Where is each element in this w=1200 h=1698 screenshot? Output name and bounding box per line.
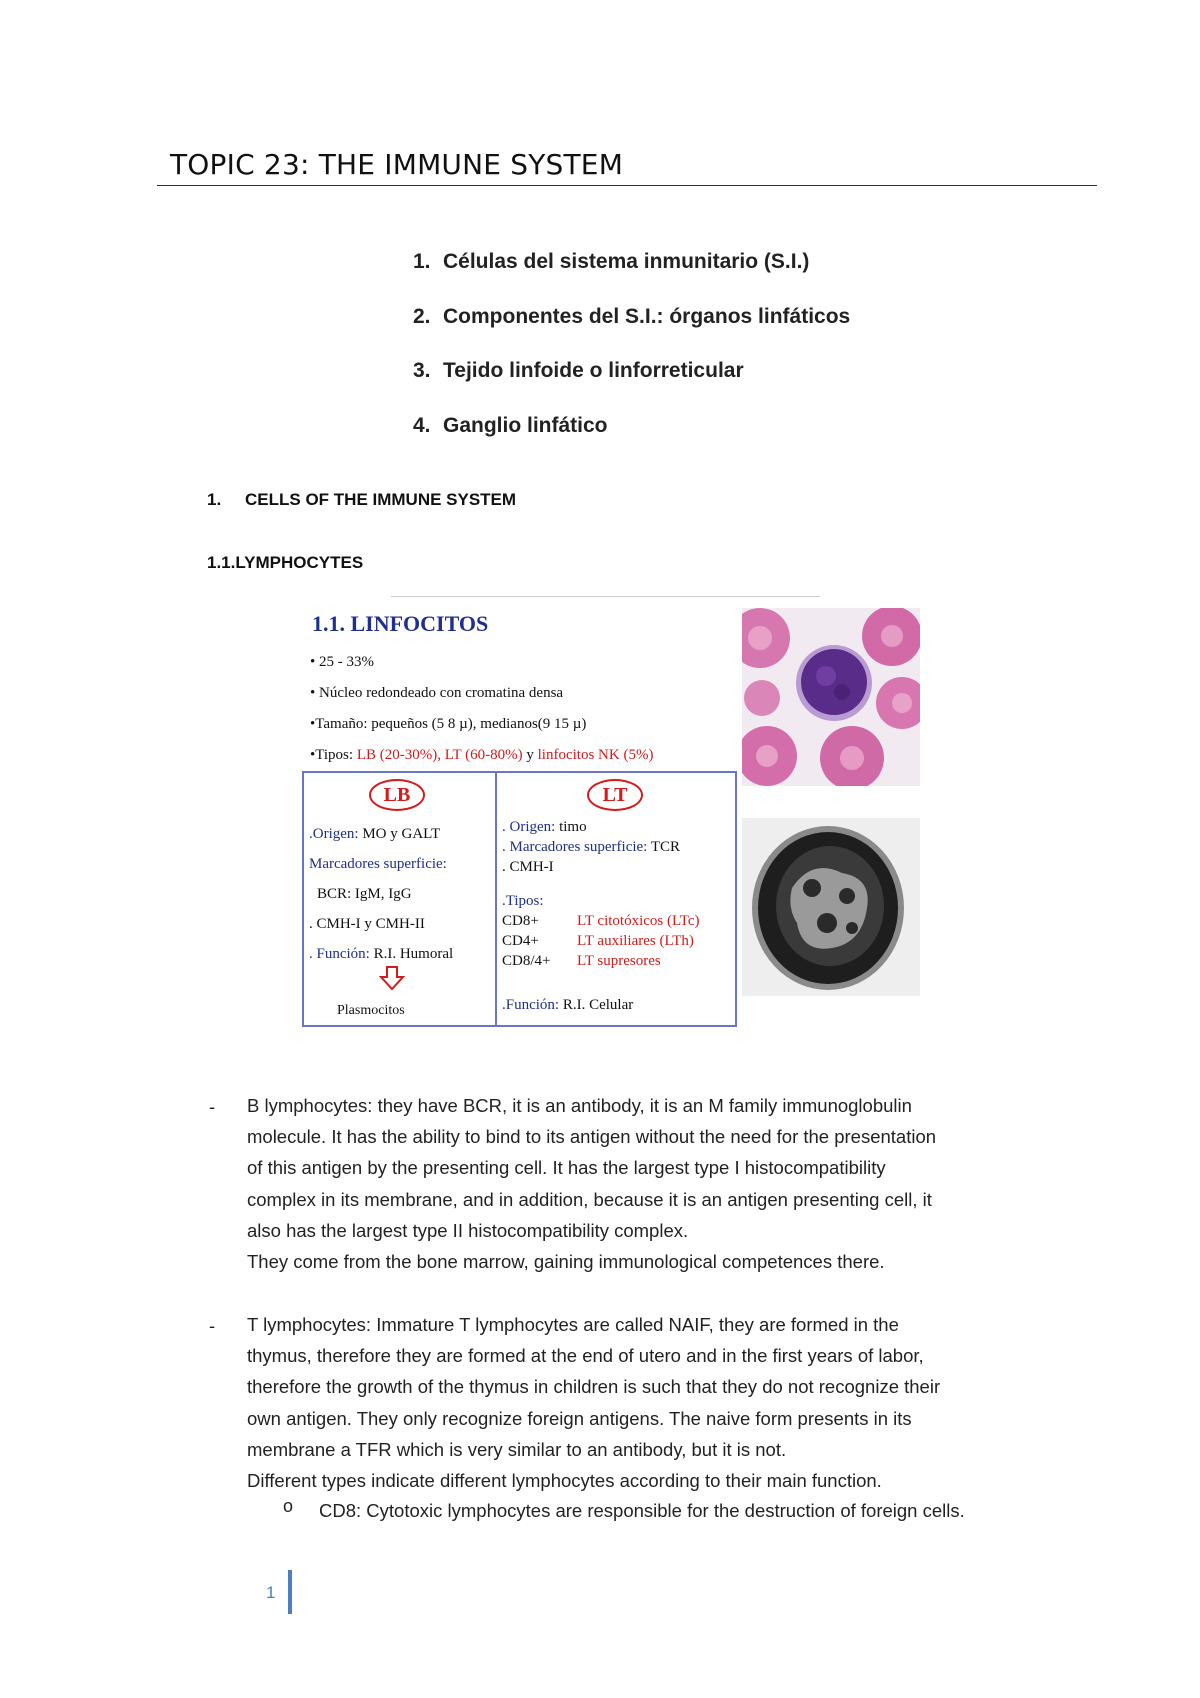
text-line: of this antigen by the presenting cell. It has the largest type I histocompatibility [247, 1157, 886, 1179]
lt-type-code: CD8+ [502, 913, 539, 929]
lb-bcr: BCR: IgM, IgG [317, 886, 412, 902]
lt-marcadores [502, 837, 700, 857]
section-heading [207, 490, 516, 510]
lt-rows [502, 817, 700, 971]
section-number: 1. [207, 490, 222, 509]
electron-micrograph [742, 818, 920, 996]
figure-divider [391, 596, 820, 597]
text-line: molecule. It has the ability to bind to its antigen without the need for the presentation [247, 1126, 937, 1148]
lb-badge: LB [369, 779, 425, 811]
title-divider [157, 185, 1097, 186]
page-number-bar [288, 1570, 292, 1614]
toc-label: Componentes del S.I.: órganos linfáticos [443, 304, 851, 328]
toc-item [413, 414, 850, 469]
text-line: T lymphocytes: Immature T lymphocytes are called NAIF, they are formed in the [247, 1314, 899, 1335]
text-line: also has the largest type II histocompatibility complex. [247, 1219, 689, 1241]
toc-number: 4. [413, 413, 431, 437]
section-title: CELLS OF THE IMMUNE SYSTEM [245, 490, 517, 509]
lt-type-desc: LT supresores [577, 953, 661, 969]
sub-list-bullet: o [283, 1496, 294, 1516]
text-line: They come from the bone marrow, gaining immunological competences there. [247, 1251, 885, 1273]
lb-funcion-value: R.I. Humoral [369, 946, 454, 962]
lymphocyte-slide-figure [280, 605, 740, 1027]
lt-type-code: CD8/4+ [502, 953, 551, 969]
toc-item [413, 359, 850, 414]
lt-origen-label: . Origen: [502, 819, 556, 835]
toc-number: 2. [413, 304, 431, 328]
lb-origen-label: .Origen: [309, 826, 359, 842]
slide-nk-percent: linfocitos NK (5%) [537, 747, 654, 763]
toc-label: Ganglio linfático [443, 413, 608, 437]
lt-type-code: CD4+ [502, 933, 539, 949]
lb-origen [309, 819, 453, 849]
lb-marcadores: Marcadores superficie: [309, 856, 447, 872]
slide-line-joiner: y [522, 747, 538, 763]
lb-origen-value: MO y GALT [358, 826, 441, 842]
text-line: Different types indicate different lymphocytes according to their main function. [247, 1470, 882, 1492]
lt-funcion [502, 997, 633, 1014]
slide-line: •Tamaño: pequeños (5 8 µ), medianos(9 15 µ) [310, 716, 587, 732]
lymphocyte-cell [796, 645, 872, 721]
text-line: thymus, therefore they are formed at the end of utero and in the first years of labor, [247, 1345, 924, 1367]
lb-cmh: . CMH-I y CMH-II [309, 916, 425, 932]
slide-line: • 25 - 33% [310, 654, 374, 670]
lt-origen [502, 817, 700, 837]
toc-number: 3. [413, 359, 431, 382]
slide-line-prefix: •Tipos: [310, 747, 357, 763]
lt-type-desc: LT citotóxicos (LTc) [577, 913, 700, 929]
table-of-contents [413, 250, 850, 468]
down-arrow-icon [379, 965, 405, 991]
blood-smear-micrograph [742, 608, 920, 786]
slide-title: 1.1. LINFOCITOS [312, 611, 489, 636]
lt-cmh: . CMH-I [502, 859, 554, 875]
text-line: B lymphocytes: they have BCR, it is an antibody, it is an M family immunoglobulin [247, 1095, 912, 1116]
slide-lb-percent: LB (20-30%), [356, 747, 441, 763]
lt-type-desc: LT auxiliares (LTh) [577, 933, 694, 949]
lt-types-grid [502, 911, 700, 971]
subsection-heading: 1.1.LYMPHOCYTES [207, 553, 364, 572]
toc-label: Tejido linfoide o linforreticular [443, 359, 744, 382]
lb-funcion-label: . Función: [309, 946, 370, 962]
lymphocyte-comparison-table [302, 771, 737, 1027]
toc-label: Células del sistema inmunitario (S.I.) [443, 250, 810, 273]
slide-line [310, 740, 653, 771]
slide-bullet-list [310, 647, 653, 771]
lt-badge: LT [587, 779, 643, 811]
text-line: own antigen. They only recognize foreign antigens. The naive form presents in its [247, 1407, 912, 1429]
lt-origen-value: timo [555, 819, 587, 835]
lb-rows [309, 819, 453, 969]
toc-item [413, 305, 850, 360]
lt-tipos-label: .Tipos: [502, 893, 544, 909]
cd8-paragraph: CD8: Cytotoxic lymphocytes are responsible for the destruction of foreign cells. [319, 1500, 965, 1521]
lymphocyte-cell [752, 826, 904, 990]
b-lymphocytes-paragraph [247, 1090, 1047, 1277]
lt-marcadores-label: . Marcadores superficie: [502, 839, 648, 855]
lt-funcion-label: .Función: [502, 997, 560, 1013]
text-line: therefore the growth of the thymus in children is such that they do not recognize their [247, 1376, 941, 1398]
slide-lt-percent: LT (60-80%) [444, 747, 523, 763]
page-title: TOPIC 23: THE IMMUNE SYSTEM [170, 148, 624, 181]
toc-number: 1. [413, 250, 431, 273]
lb-plasmocitos: Plasmocitos [337, 1003, 405, 1018]
slide-line: • Núcleo redondeado con cromatina densa [310, 685, 564, 701]
page-number: 1 [266, 1583, 276, 1602]
lt-marcadores-value: TCR [647, 839, 681, 855]
lt-column [497, 773, 735, 1025]
red-blood-cell [744, 680, 780, 716]
list-bullet: - [209, 1096, 216, 1117]
list-bullet: - [209, 1315, 216, 1336]
text-line: membrane a TFR which is very similar to an antibody, but it is not. [247, 1438, 787, 1460]
toc-item [413, 250, 850, 305]
text-line: complex in its membrane, and in addition, because it is an antigen presenting cell, it [247, 1188, 932, 1210]
t-lymphocytes-paragraph [247, 1309, 1047, 1496]
lb-column [304, 773, 497, 1025]
lt-funcion-value: R.I. Celular [559, 997, 634, 1013]
